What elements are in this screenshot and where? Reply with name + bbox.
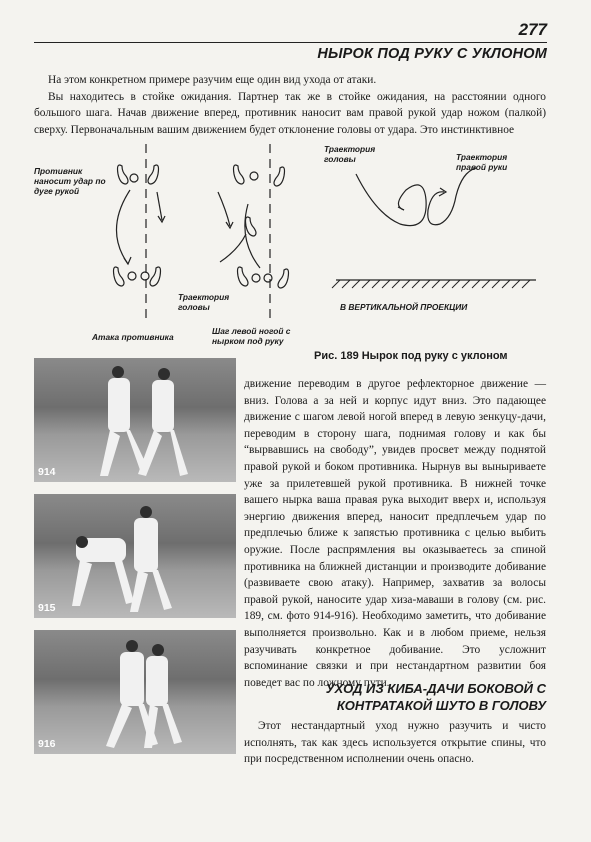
label-opponent-strikes: Противник наносит удар по дуге рукой (34, 166, 106, 196)
main-paragraph: движение переводим в другое рефлекторное движение — вниз. Голова а за ней и корпус идут вниз. Это падающее движение с шагом левой ногой вперед в левую зенкуцу-дачи, переводим в сторону шага, поднимая голову и как бы “вырвавшись на свободу”, увидев просвет между поднятой правой рукой и боком противника. Нырнув вы выныриваете уже за прилетевшей рукой противника. В нижней точке вашего нырка ваша правая рука выходит вверх и, используя энергию движения вперед, наносит предплечьем удар по предплечью ближе к запястью противника с целью выбить оружие. После распрямления вы оказываетесь за спиной противника на ближней дистанции и производите добивание (развиваете свою атаку). Например, захватив за волосы правой рукой, наносите удар хиза-маваши в голову (см. рис. 189, см. фото 914-916). Необходимо заметить, что добивание выполняется произвольно. Как и в любом приеме, нельзя разучивать конкретное добивание. Это усложнит вспоминание связки и при нестандартном развитии боя поведет вас по ложному пути. (244, 378, 546, 689)
subsection-paragraph: Этот нестандартный уход нужно разучить и чисто исполнять, так как здесь используется открытие спины, что при посредственном исполнении очень опасно. (244, 720, 546, 766)
label-right-hand-trajectory: Траектория правой руки (456, 152, 508, 172)
label-opponent-attack: Атака противника (92, 332, 174, 342)
label-head-trajectory: Траектория головы (178, 292, 230, 312)
figure-caption: Рис. 189 Нырок под руку с уклоном (314, 350, 508, 362)
intro-paragraph-2: Вы находитесь в стойке ожидания. Партнер так же в стойке ожидания, на расстоянии одного большого шага. Начав движение вперед, противник наносит вам правой рукой удар ножом (палкой) сверху. Первоначальным вашим движением будет отклонение головы от удара. Это инстинктивное (34, 90, 546, 136)
photo-914 (34, 358, 236, 482)
label-head-trajectory-top: Траектория головы (324, 144, 376, 164)
photo-916 (34, 630, 236, 754)
page-number: 277 (518, 20, 547, 39)
photo-number: 914 (38, 466, 56, 478)
fighters-silhouette (34, 358, 236, 482)
photo-number: 916 (38, 738, 56, 750)
fighters-silhouette (34, 494, 236, 618)
section-title: НЫРОК ПОД РУКУ С УКЛОНОМ (317, 46, 547, 62)
label-vertical-projection: В ВЕРТИКАЛЬНОЙ ПРОЕКЦИИ (340, 302, 468, 312)
photo-915 (34, 494, 236, 618)
main-text (244, 376, 546, 691)
label-left-step: Шаг левой ногой с нырком под руку (212, 326, 291, 346)
intro-paragraph-1: На этом конкретном примере разучим еще один вид ухода от атаки. (48, 74, 377, 86)
subsection-text (244, 718, 546, 768)
fighters-silhouette (34, 630, 236, 754)
photo-number: 915 (38, 602, 56, 614)
subsection-title: УХОД ИЗ КИБА-ДАЧИ БОКОВОЙ С КОНТРАТАКОЙ ШУТО В ГОЛОВУ (325, 681, 546, 713)
header-rule (34, 42, 547, 43)
intro-text (34, 72, 546, 138)
